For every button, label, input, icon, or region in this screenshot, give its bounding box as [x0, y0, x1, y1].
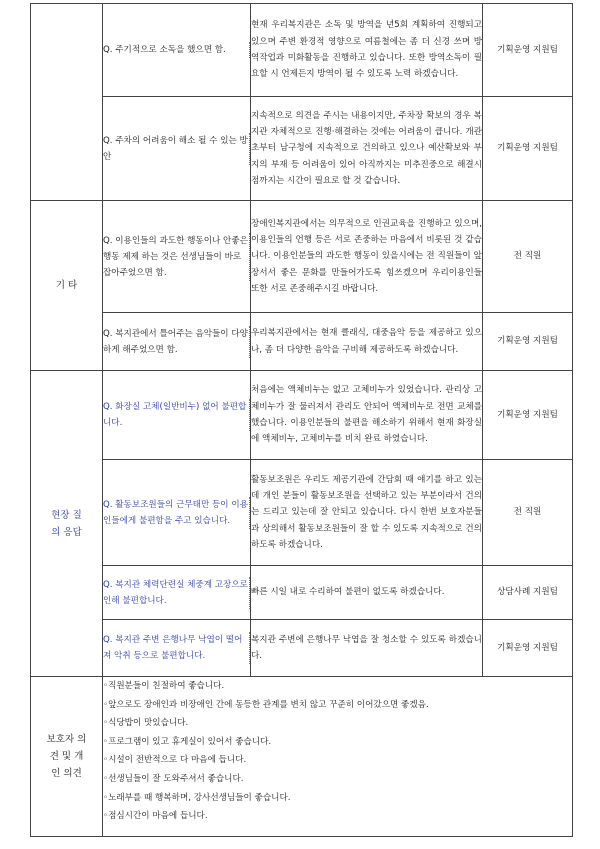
answer-cell: 장애인복지관에서는 의무적으로 인권교육을 진행하고 있으며, 이용인들의 언행 등은 서로 존중하는 마음에서 비롯된 것 같습니다. 이용인분들의 과도한 행동이 있을시에는 전 직원들이 앞장서서 좋은 문화를 만들어가도록 힘쓰겠으며 우리이용인들 또한 서로 존중해주시길 바랍니다. [251, 201, 483, 313]
department-cell: 기획운영 지원팀 [483, 313, 573, 371]
answer-cell: 처음에는 액체비누는 없고 고체비누가 있었습니다. 관리상 고체비누가 잘 물러져서 관리도 안되어 액체비누로 전면 교체를 했습니다. 이용인분들의 불편을 해소하기 위해서 현재 화장실에 액체비누, 고체비누를 비치 완료 하였습니다. [251, 371, 483, 460]
question-cell: Q. 활동보조원들의 근무태만 등이 이용인들에게 불편함을 주고 있습니다. [103, 460, 251, 566]
category-guardian: 보호자 의견 및 개인 의견 [31, 677, 103, 837]
feedback-item: ◦시설이 전반적으로 다 마음에 듭니다. [103, 755, 247, 766]
feedback-item: ◦점심시간이 마음에 듭니다. [103, 811, 208, 822]
table-row [31, 371, 573, 460]
question-cell: Q. 화장실 고체(일반비누) 없어 불편합니다. [103, 371, 251, 460]
feedback-item: ◦선생님들이 잘 도와주셔서 좋습니다. [103, 773, 244, 784]
answer-cell: 우리복지관에서는 현재 클래식, 대중음악 등을 제공하고 있으나, 좀 더 다양한 음악을 구비해 제공하도록 하겠습니다. [251, 313, 483, 371]
table-row [31, 313, 573, 371]
table-row [31, 620, 573, 677]
table-row [31, 97, 573, 201]
department-cell: 기획운영 지원팀 [483, 620, 573, 677]
table-row [31, 4, 573, 97]
feedback-item: ◦프로그램이 있고 휴게실이 있어서 좋습니다. [103, 736, 272, 747]
category-cell-empty [31, 4, 103, 201]
table-row [31, 201, 573, 313]
table-row [31, 566, 573, 620]
feedback-list [103, 677, 573, 837]
category-field: 현장 질의 응답 [31, 371, 103, 677]
table-row [31, 460, 573, 566]
answer-cell: 활동보조원은 우리도 제공기관에 간담회 때 얘기를 하고 있는데 개인 분들이 활동보조원을 선택하고 있는 부분이라서 건의는 드리고 있는데 잘 안되고 있습니다. 다시 한번 보호자분들과 상의해서 활동보조원들이 잘 할 수 있도록 지속적으로 건의하도록 하겠습니다. [251, 460, 483, 566]
category-etc: 기 타 [31, 201, 103, 371]
answer-cell: 지속적으로 의견을 주시는 내용이지만, 주차장 확보의 경우 복지관 자체적으로 진행·해결하는 것에는 어려움이 큽니다. 개관 초부터 남구청에 지속적으로 건의하고 있으나 예산확보와 부지의 부재 등 어려움이 있어 아직까지는 미추진중으로 해결시점까지는 시간이 필요로 할 것 같습니다. [251, 97, 483, 201]
department-cell: 기획운영 지원팀 [483, 4, 573, 97]
department-cell: 전 직원 [483, 201, 573, 313]
answer-cell: 복지관 주변에 은행나무 낙엽을 잘 청소할 수 있도록 하겠습니다. [251, 620, 483, 677]
answer-cell: 빠른 시일 내로 수리하여 불편이 없도록 하겠습니다. [251, 566, 483, 620]
department-cell: 전 직원 [483, 460, 573, 566]
question-cell: Q. 이용인들의 과도한 행동이나 안좋은 행동 제제 하는 것은 선생님들이 바로 잡아주었으면 함. [103, 201, 251, 313]
question-cell: Q. 복지관 체력단련실 체중계 고장으로 인해 불편합니다. [103, 566, 251, 620]
department-cell: 기획운영 지원팀 [483, 371, 573, 460]
question-cell: Q. 복지관에서 틀어주는 음악들이 다양하게 해주었으면 함. [103, 313, 251, 371]
feedback-item: ◦앞으로도 장애인과 비장애인 간에 동등한 관계를 변치 않고 꾸준히 이어갔으면 좋겠음. [103, 699, 429, 710]
feedback-item: ◦노래부를 때 행복하며, 강사선생님들이 좋습니다. [103, 792, 291, 803]
question-cell: Q. 주기적으로 소독을 했으면 함. [103, 4, 251, 97]
question-cell: Q. 주차의 어려움이 해소 될 수 있는 방안 [103, 97, 251, 201]
feedback-item: ◦직원분들이 친절하여 좋습니다. [103, 681, 225, 691]
survey-response-table [30, 3, 573, 837]
department-cell: 기획운영 지원팀 [483, 97, 573, 201]
department-cell: 상담사례 지원팀 [483, 566, 573, 620]
feedback-item: ◦식당밥이 맛있습니다. [103, 718, 189, 729]
question-cell: Q. 복지관 주변 은행나무 낙엽이 떨어져 악취 등으로 불편합니다. [103, 620, 251, 677]
answer-cell: 현재 우리복지관은 소독 및 방역을 년5회 계획하여 진행되고 있으며 주변 환경적 영향으로 여름철에는 좀 더 신경 쓰며 방역작업과 미화활동을 진행하고 있습니다. 또한 방역소독이 필요할 시 언제든지 방역이 될 수 있도록 노력 하겠습니다. [251, 4, 483, 97]
table-row [31, 677, 573, 837]
